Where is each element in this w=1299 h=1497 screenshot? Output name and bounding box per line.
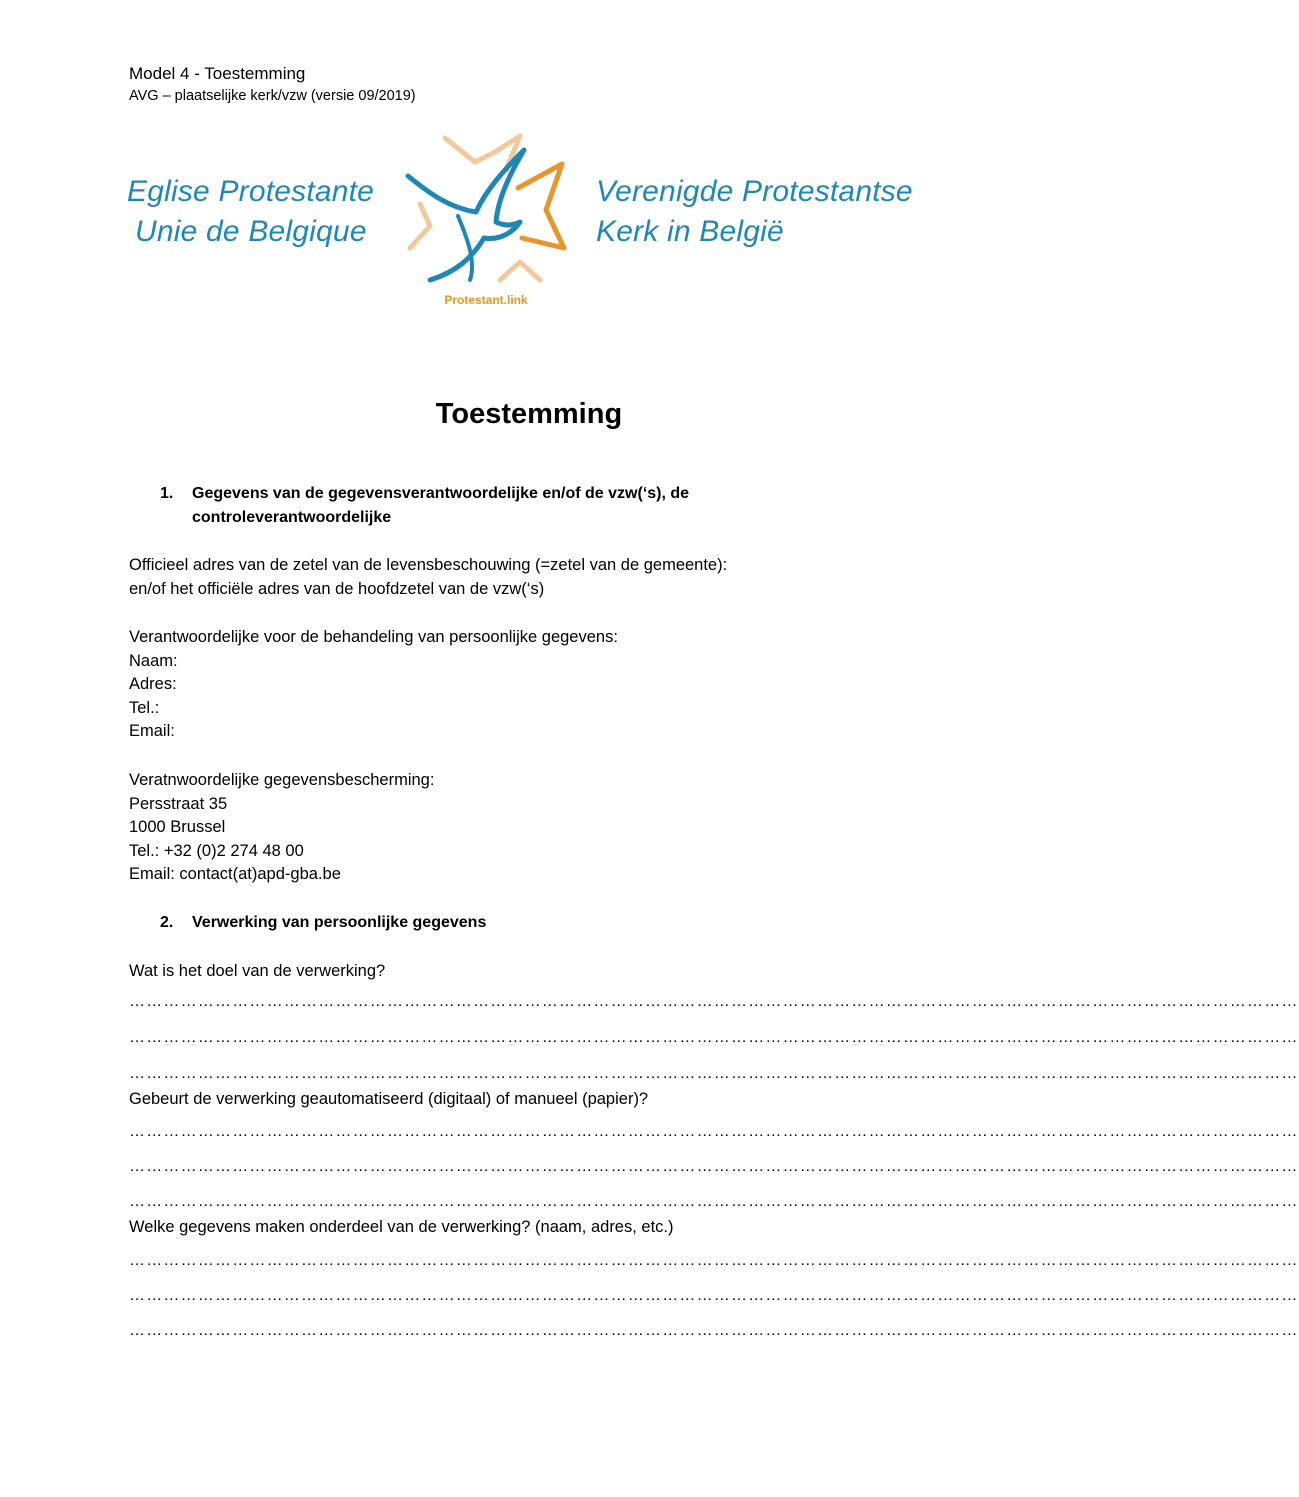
logo-right-line2: Kerk in België [596, 215, 784, 248]
logo-right-line1: Verenigde Protestantse [596, 175, 913, 208]
section-2-number: 2. [160, 914, 174, 931]
document-title: Toestemming [435, 398, 623, 430]
answer-line[interactable]: …………………………………………………………………………………………………………………………………………………………………………………… [129, 1322, 1299, 1339]
logo-text-dutch [596, 172, 913, 252]
protection-title: Veratnwoordelijke gegevensbescherming: [129, 771, 435, 789]
question-purpose: Wat is het doel van de verwerking? [129, 962, 386, 980]
data-protection-block [129, 769, 434, 887]
question-processing-method: Gebeurt de verwerking geautomatiseerd (digitaal) of manueel (papier)? [129, 1090, 649, 1108]
protection-street: Persstraat 35 [129, 794, 228, 813]
address-line-1: Officieel adres van de zetel van de levensbeschouwing (=zetel van de gemeente): [129, 556, 728, 574]
question-data-types: Welke gegevens maken onderdeel van de verwerking? (naam, adres, etc.) [129, 1218, 674, 1236]
section-1-heading-text [192, 482, 792, 530]
logo-text-french [127, 172, 374, 252]
answer-line[interactable]: …………………………………………………………………………………………………………………………………………………………………………………… [129, 993, 1299, 1010]
address-line-2: en/of het officiële adres van de hoofdzetel van de vzw(‘s) [129, 579, 545, 598]
section-1-heading-line2: controleverantwoordelijke [192, 509, 392, 526]
answer-line[interactable]: …………………………………………………………………………………………………………………………………………………………………………………… [129, 1158, 1299, 1175]
responsible-title: Verantwoordelijke voor de behandeling van persoonlijke gegevens: [129, 628, 618, 646]
answer-line[interactable]: …………………………………………………………………………………………………………………………………………………………………………………… [129, 1065, 1299, 1082]
address-paragraph [129, 554, 727, 601]
protection-phone: Tel.: +32 (0)2 274 48 00 [129, 841, 304, 860]
responsible-block [129, 626, 618, 744]
section-2-heading-text: Verwerking van persoonlijke gegevens [192, 914, 487, 931]
section-1-heading [160, 482, 800, 532]
section-1-number: 1. [160, 485, 174, 502]
field-adres: Adres: [129, 675, 177, 694]
logo-left-line2: Unie de Belgique [135, 215, 367, 248]
emblem-caption: Protestant.link [444, 293, 528, 307]
protection-email: Email: contact(at)apd-gba.be [129, 865, 341, 884]
protection-city: 1000 Brussel [129, 818, 226, 837]
answer-line[interactable]: …………………………………………………………………………………………………………………………………………………………………………………… [129, 1287, 1299, 1304]
logo-left-line1: Eglise Protestante [127, 175, 375, 208]
field-naam: Naam: [129, 651, 178, 670]
field-email: Email: [129, 722, 175, 741]
field-tel: Tel.: [129, 698, 160, 717]
section-1-heading-line1: Gegevens van de gegevensverantwoordelijke en/of de vzw(‘s), de [192, 485, 690, 502]
document-model-label: Model 4 - Toestemming [129, 64, 306, 83]
answer-line[interactable]: …………………………………………………………………………………………………………………………………………………………………………………… [129, 1123, 1299, 1140]
dove-cross-logo-icon [400, 130, 572, 315]
section-2-heading [160, 911, 800, 937]
answer-line[interactable]: …………………………………………………………………………………………………………………………………………………………………………………… [129, 1029, 1299, 1046]
document-version-label: AVG – plaatselijke kerk/vzw (versie 09/2019) [129, 88, 416, 104]
answer-line[interactable]: …………………………………………………………………………………………………………………………………………………………………………………… [129, 1193, 1299, 1210]
answer-line[interactable]: …………………………………………………………………………………………………………………………………………………………………………………… [129, 1252, 1299, 1269]
